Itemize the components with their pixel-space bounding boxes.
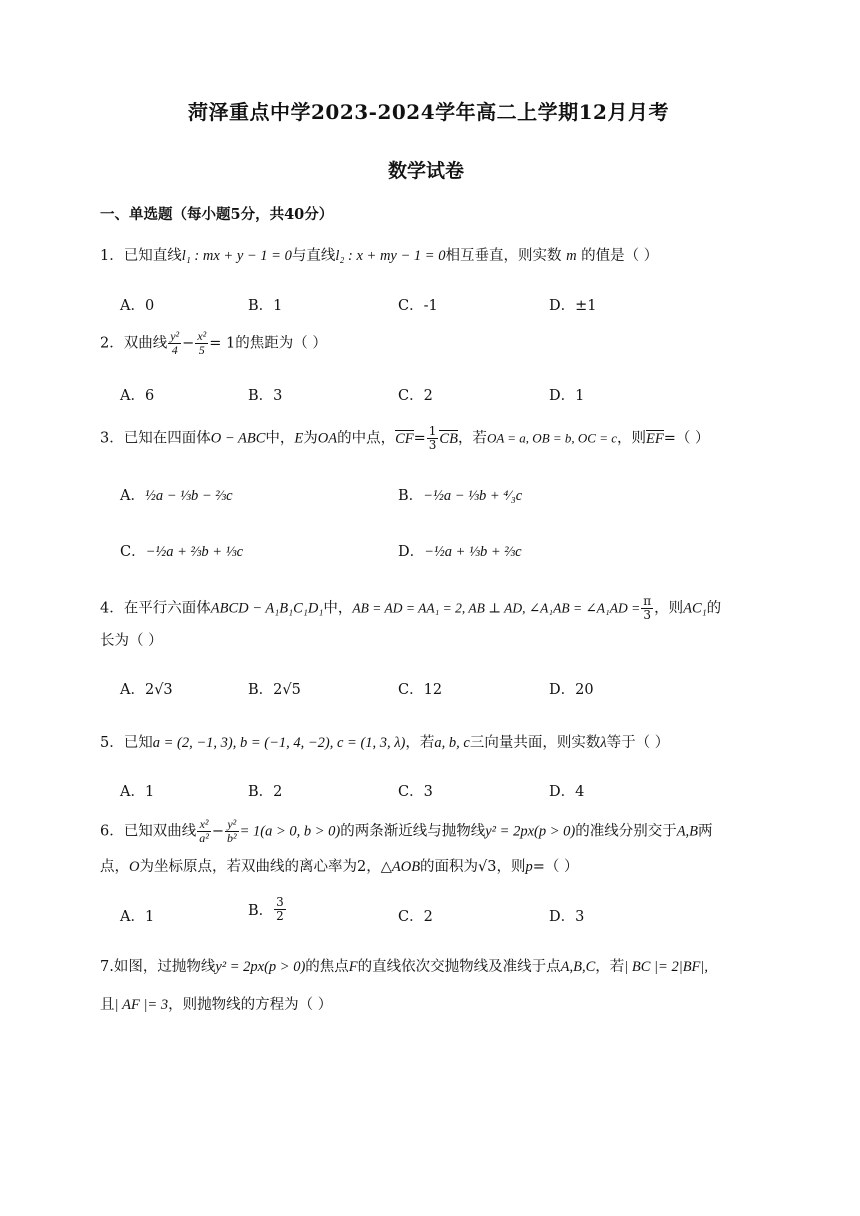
q4-text-d: 的 (706, 600, 722, 617)
q3-text: 3．已知在四面体 (100, 430, 211, 447)
question-1 (100, 246, 658, 266)
q2-option-a[interactable]: A．6 (120, 388, 155, 404)
question-7 (100, 957, 708, 977)
q3-frac-third: $\frac{1}{3}$ (428, 424, 437, 452)
q4-option-c[interactable]: C．12 (398, 682, 443, 698)
q1-option-c[interactable]: C．-1 (398, 298, 438, 314)
q7-text-b: 的焦点 (305, 959, 349, 975)
q6-option-a[interactable]: A．1 (120, 909, 155, 925)
q3-option-c-label: C． (120, 544, 146, 560)
q3-option-a-label: A． (120, 488, 145, 504)
q5-text-tail: 三向量共面，则实数 (469, 735, 601, 751)
q1-text-end: 的值是（ ） (581, 248, 659, 264)
question-5 (100, 733, 669, 753)
q7-text-d: ，若 (595, 959, 625, 975)
q4-text-c: ，则 (654, 600, 684, 617)
q5-text-mid: ，若 (405, 735, 435, 751)
q6-option-b[interactable] (248, 896, 287, 923)
q7-text: 7.如图，过抛物线 (100, 959, 216, 975)
q5-option-b[interactable]: B．2 (248, 784, 283, 800)
q4-ac1: AC₁ (683, 600, 707, 617)
q5-option-c[interactable]: C．3 (398, 784, 433, 800)
q6-line2-a: 点， (100, 859, 129, 875)
q1-text-mid: 与直线 (291, 248, 336, 264)
q5-abc: a, b, c (434, 735, 470, 751)
q2-eq: = 1 (209, 335, 236, 352)
q7-line2-a: 且 (100, 997, 115, 1013)
section-heading: 一、单选题（每小题5分，共40分） (100, 206, 334, 223)
q2-frac-x: $\frac{\text{x²}}{5}$ (197, 329, 207, 357)
q3-vec-cb: CB (439, 430, 458, 447)
q3-vec-cf: CF (395, 430, 414, 447)
q4-text-b: 中， (323, 600, 353, 617)
q2-option-d[interactable]: D．1 (549, 388, 585, 404)
q1-option-b[interactable]: B．1 (248, 298, 283, 314)
q4-option-d[interactable]: D．20 (549, 682, 594, 698)
q5-option-a[interactable]: A．1 (120, 784, 155, 800)
q5-text-end: 等于（ ） (606, 735, 670, 751)
q6-points-ab: A,B (676, 823, 699, 840)
q3-t6: =（ ） (663, 430, 710, 447)
q4-option-a[interactable]: A．2√3 (120, 682, 173, 698)
q2-minus: − (182, 335, 195, 352)
q3-option-d-label: D． (398, 544, 425, 560)
q6-origin: O (129, 859, 140, 875)
q6-frac-x: $\frac{\text{x²}}{\text{a²}}$ (199, 817, 209, 845)
question-3 (100, 425, 710, 452)
q3-option-c[interactable] (120, 540, 243, 561)
q2-frac-y: $\frac{\text{y²}}{4}$ (170, 329, 180, 357)
q6-hyper-cond: = 1(a > 0, b > 0) (239, 823, 341, 840)
q2-option-c[interactable]: C．2 (398, 388, 433, 404)
question-7-line2 (100, 995, 332, 1015)
q7-af: | AF |= 3 (114, 997, 169, 1013)
q1-var: m (566, 248, 577, 264)
q5-option-d[interactable]: D．4 (549, 784, 585, 800)
q3-t2: 为 (303, 430, 318, 447)
q3-vectors: OA = a, OB = b, OC = c (486, 430, 618, 446)
question-6-line2 (100, 857, 579, 877)
question-2 (100, 330, 327, 357)
q6-option-b-label: B． (248, 903, 274, 919)
q5-vectors: a = (2, −1, 3), b = (−1, 4, −2), c = (1, 3, λ) (152, 735, 406, 751)
q1-line1: l₁ : mx + y − 1 = 0 (181, 248, 292, 264)
q6-option-c[interactable]: C．2 (398, 909, 433, 925)
q3-option-d[interactable] (398, 540, 522, 561)
q3-solid: O − ABC (210, 430, 266, 447)
q3-option-c-expr: −½a + ⅔b + ⅓c (145, 544, 244, 560)
q4-option-b[interactable]: B．2√5 (248, 682, 301, 698)
q6-aob: AOB (391, 859, 421, 875)
q6-parabola: y² = 2px(p > 0) (485, 823, 576, 840)
q3-option-b[interactable] (398, 484, 522, 505)
q7-parabola: y² = 2px(p > 0) (215, 959, 306, 975)
q3-t5: ，则 (617, 430, 647, 447)
q3-option-a-expr: ½a − ⅓b − ⅔c (144, 488, 233, 504)
q1-option-d[interactable]: D．±1 (549, 298, 597, 314)
q6-option-d[interactable]: D．3 (549, 909, 585, 925)
question-4 (100, 595, 721, 622)
question-6 (100, 818, 713, 845)
q3-option-d-expr: −½a + ⅓b + ⅔c (424, 544, 522, 560)
q1-text-tail: 相互垂直，则实数 (445, 248, 562, 264)
q2-text-tail: 的焦距为（ ） (235, 335, 327, 352)
q2-option-b[interactable]: B．3 (248, 388, 283, 404)
q3-eq: = (413, 430, 426, 447)
q1-text: 1．已知直线 (100, 248, 182, 264)
q3-option-b-expr: −½a − ⅓b + ⁴⁄₃c (423, 488, 523, 504)
q4-condition: AB = AD = AA₁ = 2, AB ⊥ AD, ∠A₁AB = ∠A₁AD = (352, 600, 641, 616)
q6-minus: − (211, 823, 224, 840)
q3-option-b-label: B． (398, 488, 424, 504)
question-4-line2: 长为（ ） (100, 633, 163, 649)
q2-text: 2．双曲线 (100, 335, 168, 352)
q4-text: 4．在平行六面体 (100, 600, 211, 617)
q4-solid: ABCD − A₁B₁C₁D₁ (210, 600, 324, 617)
q6-text-d: 两 (698, 823, 713, 840)
q5-text: 5．已知 (100, 735, 153, 751)
q6-text-c: 的准线分别交于 (575, 823, 677, 840)
q7-line2-b: ，则抛物线的方程为（ ） (168, 997, 333, 1013)
q3-point-e: E (294, 430, 304, 447)
q6-option-b-frac: $\frac{3}{2}$ (276, 895, 284, 923)
q4-frac-pi: $\frac{\pi}{3}$ (643, 594, 652, 622)
q1-option-a[interactable]: A．0 (120, 298, 155, 314)
q6-frac-y: $\frac{\text{y²}}{\text{b²}}$ (227, 817, 237, 845)
q3-t1: 中， (265, 430, 295, 447)
q6-text-b: 的两条渐近线与抛物线 (340, 823, 486, 840)
q3-vec-ef: EF (646, 430, 664, 447)
q3-oa: OA (317, 430, 338, 447)
q6-text: 6．已知双曲线 (100, 823, 197, 840)
q7-points: A,B,C (560, 959, 596, 975)
q3-t4: ，若 (457, 430, 487, 447)
q7-condition: | BC |= 2|BF|, (624, 959, 709, 975)
q3-t3: 的中点， (337, 430, 396, 447)
q7-text-c: 的直线依次交抛物线及准线于点 (357, 959, 561, 975)
q5-lambda: λ (600, 735, 607, 751)
page-title: 菏泽重点中学2023-2024学年高二上学期12月月考 (188, 100, 669, 124)
page-subtitle: 数学试卷 (388, 160, 465, 182)
q6-p: p (525, 859, 533, 875)
q3-option-a[interactable] (120, 484, 233, 505)
q7-focus: F (348, 959, 358, 975)
q1-line2: l₂ : x + my − 1 = 0 (335, 248, 446, 264)
q6-line2-d: =（ ） (532, 859, 579, 875)
q6-line2-b: 为坐标原点，若双曲线的离心率为2，△ (139, 859, 392, 875)
q6-line2-c: 的面积为√3，则 (420, 859, 526, 875)
